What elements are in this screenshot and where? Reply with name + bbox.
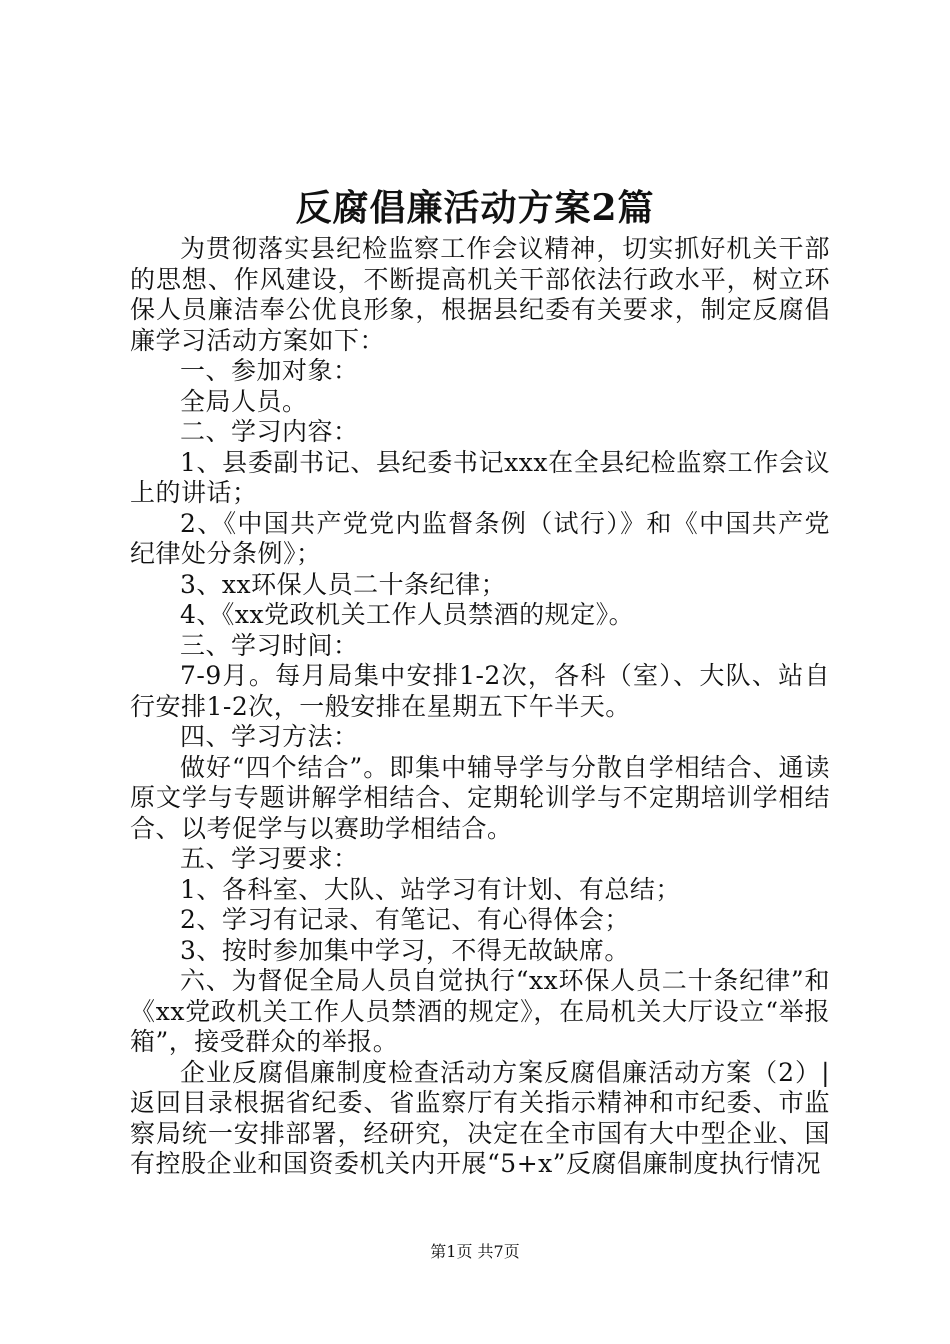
paragraph: 四、学习方法： [180,722,359,751]
paragraph: 3、按时参加集中学习，不得无故缺席。 [180,935,630,965]
paragraph: 4、《xx党政机关工作人员禁酒的规定》。 [180,600,635,629]
paragraph: 1、各科室、大队、站学习有计划、有总结； [180,874,681,904]
paragraph: 三、学习时间： [180,630,359,660]
paragraph: 企业反腐倡廉制度检查活动方案反腐倡廉活动方案（2）|返回目录根据省纪委、省监察厅有关指示精神和市纪委、市监察局统一安排部署，经研究，决定在全市国有大中型企业、国有控股企业和国资委机关内开展“5+x”反腐倡廉制度执行情况 [130,1057,830,1178]
paragraph: 一、参加对象： [180,356,359,385]
paragraph: 7-9月。每月局集中安排1-2次，各科（室）、大队、站自行安排1-2次，一般安排在星期五下午半天。 [130,661,830,721]
document-title: 反腐倡廉活动方案2篇 [295,187,655,229]
paragraph: 1、县委副书记、县纪委书记xxx在全县纪检监察工作会议上的讲话； [130,447,830,507]
paragraph: 二、学习内容： [180,417,359,446]
paragraph: 3、xx环保人员二十条纪律； [180,569,507,599]
page-number-footer: 第1页 共7页 [430,1242,520,1261]
paragraph: 为贯彻落实县纪检监察工作会议精神，切实抓好机关干部的思想、作风建设，不断提高机关干部依法行政水平，树立环保人员廉洁奉公优良形象，根据县纪委有关要求，制定反腐倡廉学习活动方案如下： [130,234,830,355]
paragraph: 2、学习有记录、有笔记、有心得体会； [180,905,630,934]
paragraph: 做好“四个结合”。即集中辅导学与分散自学相结合、通读原文学与专题讲解学相结合、定期轮训学与不定期培训学相结合、以考促学与以赛助学相结合。 [130,752,830,843]
paragraph: 六、为督促全局人员自觉执行“xx环保人员二十条纪律”和《xx党政机关工作人员禁酒的规定》，在局机关大厅设立“举报箱”，接受群众的举报。 [130,966,830,1056]
document-body [130,234,830,1180]
paragraph: 全局人员。 [180,386,308,416]
paragraph: 五、学习要求： [180,844,359,873]
paragraph: 2、《中国共产党党内监督条例（试行）》和《中国共产党纪律处分条例》； [130,508,830,568]
